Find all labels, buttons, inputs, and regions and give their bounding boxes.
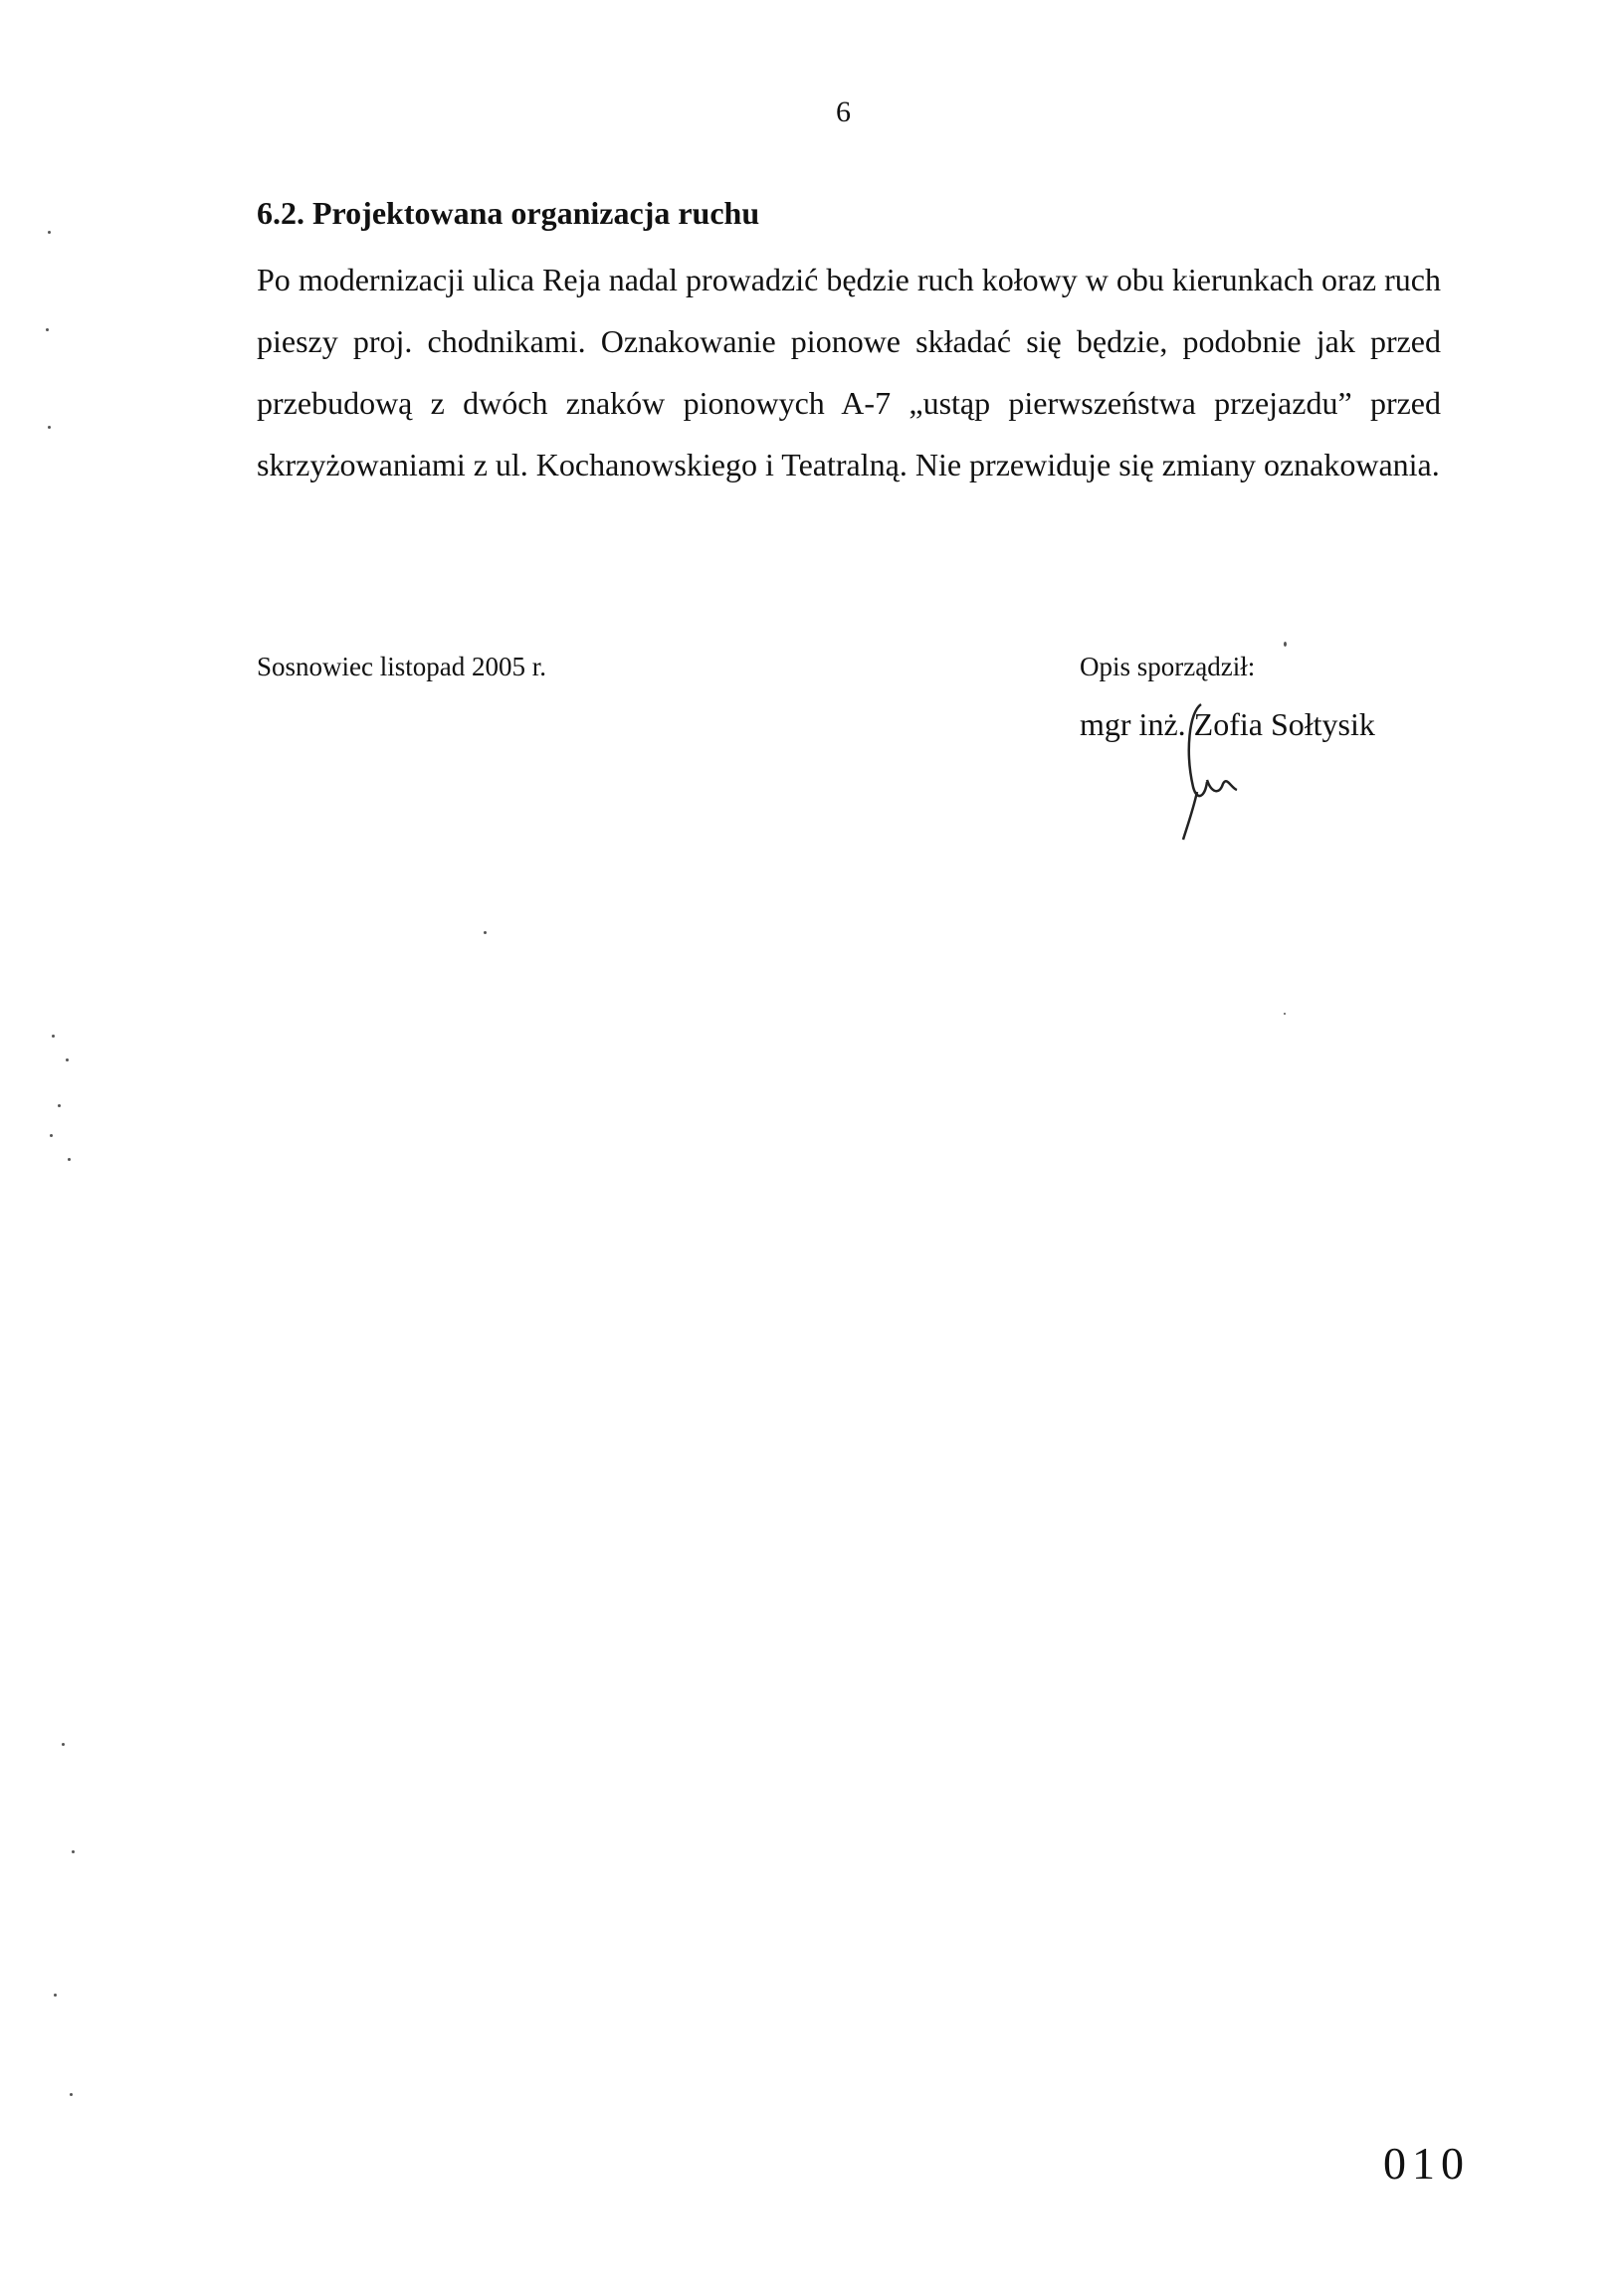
scan-speck (70, 2093, 73, 2096)
scan-speck (48, 231, 51, 234)
scan-speck (484, 931, 487, 934)
section (257, 191, 1441, 495)
handwritten-signature (1171, 692, 1261, 842)
scan-speck (62, 1743, 65, 1746)
place-date: Sosnowiec listopad 2005 r. (257, 652, 546, 681)
scan-speck (1284, 642, 1287, 647)
author-name: mgr inż. Zofia Sołtysik (1080, 706, 1375, 742)
scan-speck (68, 1158, 71, 1161)
scan-speck (58, 1104, 61, 1107)
page-number: 6 (836, 96, 851, 128)
scan-speck (48, 426, 51, 429)
scan-speck (46, 328, 49, 331)
section-body: Po modernizacji ulica Reja nadal prowadzić będzie ruch kołowy w obu kierunkach oraz ruch pieszy proj. chodnikami. Oznakowanie pionowe składać się będzie, podobnie jak przed przebudową z dwóch znaków pionowych A-7 „ustąp pierwszeństwa przejazdu” przed skrzyżowaniami z ul. Kochanowskiego i Teatralną. Nie przewiduje się zmiany oznakowania. (257, 262, 1441, 482)
scan-speck (50, 1134, 53, 1137)
scan-speck (54, 1994, 57, 1997)
prepared-by-label: Opis sporządził: (1080, 652, 1256, 681)
scan-speck (52, 1035, 55, 1038)
scan-speck (1284, 1013, 1286, 1015)
scan-speck (72, 1850, 75, 1853)
scan-speck (66, 1058, 69, 1061)
signature-block (1080, 649, 1375, 746)
section-heading: 6.2. Projektowana organizacja ruchu (257, 195, 760, 231)
archive-number: 010 (1383, 2138, 1470, 2189)
